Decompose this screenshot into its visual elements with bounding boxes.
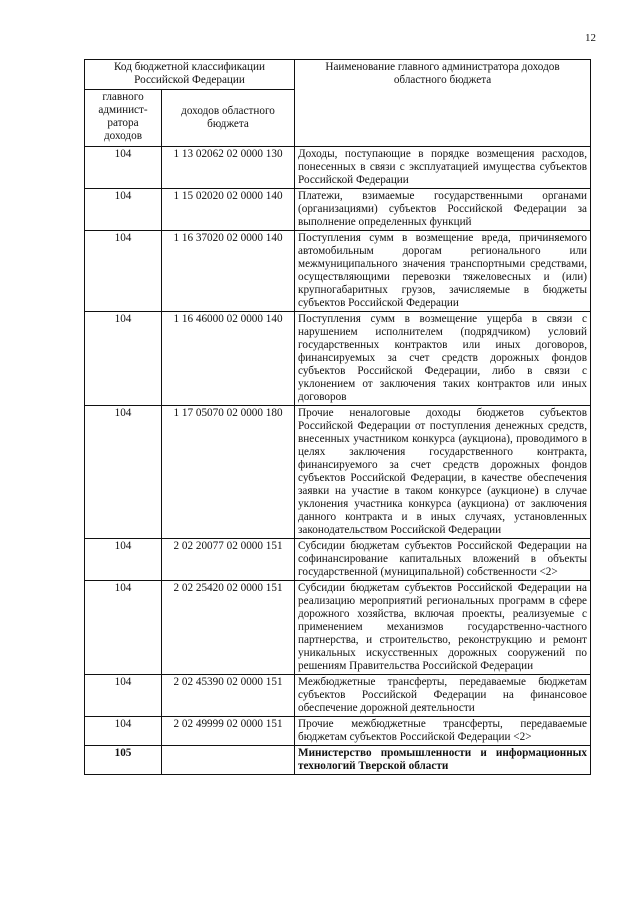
admin-code-cell: 105 (85, 746, 162, 775)
income-code-cell: 2 02 20077 02 0000 151 (162, 539, 295, 581)
admin-code-cell: 104 (85, 581, 162, 675)
income-name-cell: Поступления сумм в возмещение ущерба в связи с нарушением исполнителем (подрядчиком) условий государственных контрактов или иных договоров, финансируемых за счет средств дорожных фондов субъектов Российской Федерации, либо в связи с уклонением от заключения таких контрактов или иных договоров (295, 312, 591, 406)
income-code-cell: 1 17 05070 02 0000 180 (162, 406, 295, 539)
income-name-cell: Прочие межбюджетные трансферты, передаваемые бюджетам субъектов Российской Федерации <2> (295, 717, 591, 746)
table-row (85, 312, 591, 406)
header-regional-income: доходов областного бюджета (162, 90, 295, 147)
header-main-administrator: главного админист-ратора доходов (85, 90, 162, 147)
income-code-cell: 1 16 37020 02 0000 140 (162, 231, 295, 312)
income-code-cell: 1 15 02020 02 0000 140 (162, 189, 295, 231)
admin-code-cell: 104 (85, 147, 162, 189)
income-code-cell: 2 02 49999 02 0000 151 (162, 717, 295, 746)
table-row (85, 406, 591, 539)
admin-code-cell: 104 (85, 231, 162, 312)
admin-code-cell: 104 (85, 406, 162, 539)
table-row (85, 581, 591, 675)
income-name-cell: Субсидии бюджетам субъектов Российской Федерации на софинансирование капитальных вложений в объекты государственной (муниципальной) собственности <2> (295, 539, 591, 581)
table-row (85, 539, 591, 581)
income-name-cell: Платежи, взимаемые государственными органами (организациями) субъектов Российской Федерации за выполнение определенных функций (295, 189, 591, 231)
page-number: 12 (585, 32, 596, 44)
income-name-cell: Поступления сумм в возмещение вреда, причиняемого автомобильным дорогам регионального или межмуниципального значения транспортными средствами, осуществляющими перевозки тяжеловесных и (или) крупногабаритных грузов, зачисляемые в бюджеты субъектов Российской Федерации (295, 231, 591, 312)
income-name-cell: Доходы, поступающие в порядке возмещения расходов, понесенных в связи с эксплуатацией имущества субъектов Российской Федерации (295, 147, 591, 189)
income-name-cell: Межбюджетные трансферты, передаваемые бюджетам субъектов Российской Федерации на финансовое обеспечение дорожной деятельности (295, 675, 591, 717)
table-row (85, 231, 591, 312)
admin-code-cell: 104 (85, 189, 162, 231)
table-row (85, 746, 591, 775)
admin-code-cell: 104 (85, 675, 162, 717)
income-name-cell: Министерство промышленности и информационных технологий Тверской области (295, 746, 591, 775)
header-administrator-name: Наименование главного администратора доходов областного бюджета (295, 60, 591, 147)
header-budget-classification: Код бюджетной классификации Российской Федерации (85, 60, 295, 90)
income-code-cell: 2 02 45390 02 0000 151 (162, 675, 295, 717)
admin-code-cell: 104 (85, 717, 162, 746)
income-name-cell: Субсидии бюджетам субъектов Российской Федерации на реализацию мероприятий региональных программ в сфере дорожного хозяйства, включая проекты, реализуемые с применением механизмов государственно-частного партнерства, и строительство, реконструкцию и ремонт уникальных искусственных дорожных сооружений по решениям Правительства Российской Федерации (295, 581, 591, 675)
admin-code-cell: 104 (85, 539, 162, 581)
table-row (85, 189, 591, 231)
budget-classification-table (84, 59, 591, 775)
income-code-cell: 1 16 46000 02 0000 140 (162, 312, 295, 406)
table-row (85, 147, 591, 189)
income-code-cell: 2 02 25420 02 0000 151 (162, 581, 295, 675)
table-row (85, 675, 591, 717)
income-code-cell: 1 13 02062 02 0000 130 (162, 147, 295, 189)
table-row (85, 717, 591, 746)
admin-code-cell: 104 (85, 312, 162, 406)
income-name-cell: Прочие неналоговые доходы бюджетов субъектов Российской Федерации от поступления денежных средств, внесенных участником конкурса (аукциона), проводимого в целях заключения государственного контракта, финансируемого за счет средств дорожных фондов субъектов Российской Федерации, в качестве обеспечения заявки на участие в таком конкурсе (аукционе) в случае уклонения участника конкурса (аукциона) от заключения данного контракта и в иных случаях, установленных законодательством Российской Федерации (295, 406, 591, 539)
income-code-cell (162, 746, 295, 775)
